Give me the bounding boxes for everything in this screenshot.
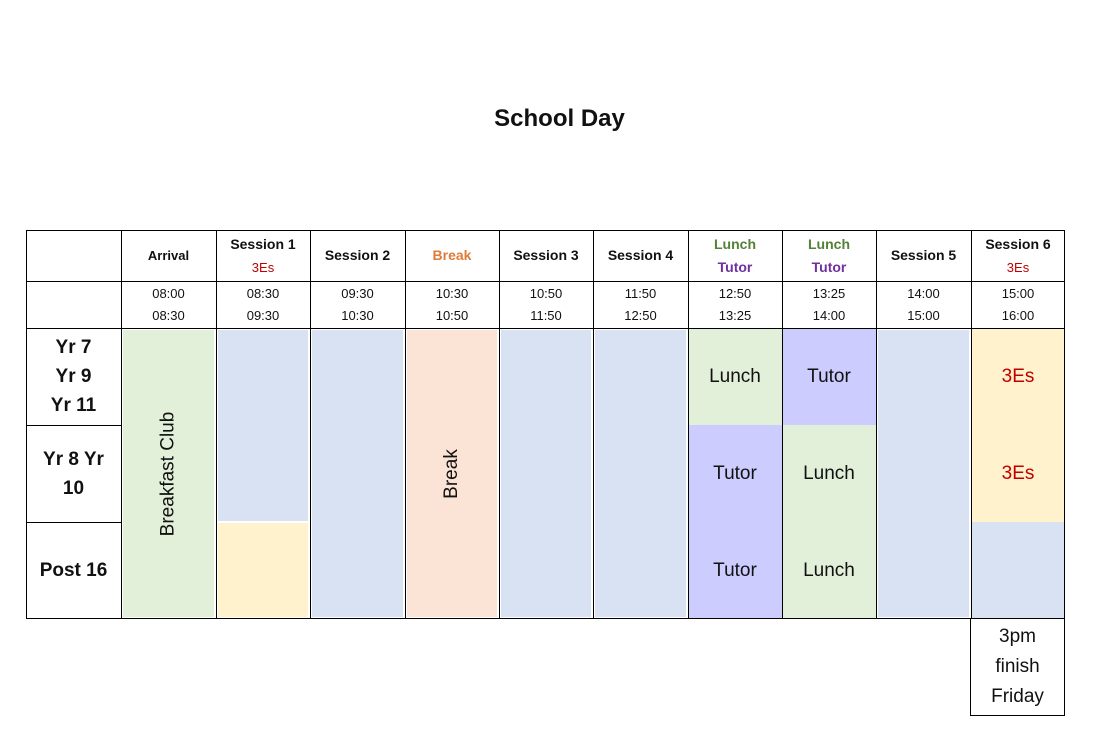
header-session-6-title: Session 6	[985, 235, 1051, 252]
time-end: 08:30	[152, 307, 185, 323]
breakfast-club-label: Breakfast Club	[157, 411, 179, 536]
friday-note-line: finish	[995, 655, 1040, 677]
time-end: 14:00	[812, 307, 846, 323]
time-session-4	[593, 281, 688, 328]
grid-line	[688, 230, 689, 619]
session-6-row1-cell: 3Es	[971, 329, 1065, 425]
break-label: Break	[440, 448, 462, 499]
time-end: 12:50	[624, 307, 657, 323]
time-start: 13:25	[812, 285, 846, 301]
grid-line	[26, 425, 121, 426]
grid-line	[593, 230, 594, 619]
row-label-post16	[26, 522, 121, 619]
grid-line	[310, 230, 311, 619]
header-lunch-1-title: Lunch	[714, 235, 756, 252]
lunch-1-row1-cell: Lunch	[688, 329, 782, 425]
session-1-post16-block	[218, 523, 308, 617]
time-start: 09:30	[341, 285, 374, 301]
time-start: 11:50	[624, 285, 657, 301]
grid-line	[26, 618, 1065, 619]
time-start: 10:30	[435, 285, 469, 301]
page-title: School Day	[494, 105, 625, 132]
header-session-6-sub: 3Es	[1006, 259, 1030, 275]
session-4-block	[595, 330, 686, 617]
header-lunch-2-sub: Tutor	[811, 258, 847, 275]
time-session-5	[876, 281, 971, 328]
header-lunch-2	[782, 230, 876, 281]
header-session-1	[216, 230, 310, 281]
time-break	[405, 281, 499, 328]
grid-line	[971, 230, 972, 619]
header-lunch-2-title: Lunch	[808, 235, 850, 252]
time-end: 13:25	[718, 307, 752, 323]
grid-line	[499, 230, 500, 619]
lunch-2-row2-cell: Lunch	[782, 425, 876, 522]
grid-line	[782, 230, 783, 619]
timetable	[26, 230, 1065, 619]
time-arrival	[121, 281, 216, 328]
time-end: 09:30	[246, 307, 280, 323]
time-end: 10:30	[341, 307, 374, 323]
session-2-block	[312, 330, 403, 617]
header-session-1-title: Session 1	[230, 235, 296, 252]
time-session-6	[971, 281, 1065, 328]
time-end: 15:00	[907, 307, 940, 323]
time-start: 15:00	[1001, 285, 1035, 301]
row-label-line: Post 16	[39, 560, 108, 581]
grid-line	[26, 522, 121, 523]
row-label-line: Yr 7	[55, 337, 92, 358]
time-start: 10:50	[529, 285, 563, 301]
lunch-2-row1-cell: Tutor	[782, 329, 876, 425]
session-3-block	[501, 330, 591, 617]
row-label-line: Yr 9	[55, 366, 92, 387]
header-lunch-1	[688, 230, 782, 281]
header-session-1-sub: 3Es	[251, 259, 275, 275]
grid-line	[26, 328, 1065, 329]
friday-note-line: 3pm	[999, 625, 1036, 647]
grid-line	[26, 230, 1065, 231]
session-1-block	[218, 330, 308, 521]
header-lunch-1-sub: Tutor	[717, 258, 753, 275]
time-lunch-2	[782, 281, 876, 328]
header-session-2: Session 2	[324, 247, 391, 263]
grid-line	[876, 230, 877, 619]
time-start: 14:00	[907, 285, 940, 301]
grid-line	[26, 281, 1065, 282]
row-label-yr7-9-11	[26, 328, 121, 425]
breakfast-club-block	[123, 330, 214, 617]
header-break: Break	[432, 247, 472, 263]
grid-line	[405, 230, 406, 619]
header-session-4: Session 4	[607, 247, 674, 263]
grid-line	[121, 230, 122, 619]
time-session-3	[499, 281, 593, 328]
header-arrival: Arrival	[147, 248, 190, 263]
grid-line	[216, 230, 217, 619]
friday-finish-note	[970, 618, 1065, 716]
time-start: 12:50	[718, 285, 752, 301]
time-session-2	[310, 281, 405, 328]
lunch-1-row2-cell: Tutor	[688, 425, 782, 522]
time-start: 08:30	[246, 285, 280, 301]
break-block	[407, 330, 497, 617]
row-label-line: Yr 8 Yr	[43, 448, 104, 470]
row-label-line: 10	[62, 477, 85, 499]
header-session-3: Session 3	[513, 247, 579, 263]
time-session-1	[216, 281, 310, 328]
lunch-1-row3-cell: Tutor	[688, 522, 782, 619]
time-start: 08:00	[152, 285, 185, 301]
row-label-yr8-10	[26, 425, 121, 522]
time-end: 16:00	[1001, 307, 1035, 323]
grid-line	[26, 230, 27, 619]
session-5-block	[878, 330, 969, 617]
session-6-row3-cell	[971, 522, 1065, 619]
friday-note-line: Friday	[991, 685, 1044, 707]
time-end: 10:50	[435, 307, 469, 323]
row-label-line: Yr 11	[50, 395, 97, 416]
session-6-row2-cell: 3Es	[971, 425, 1065, 522]
time-lunch-1	[688, 281, 782, 328]
header-session-5: Session 5	[890, 247, 957, 263]
grid-line	[1064, 230, 1065, 619]
lunch-2-row3-cell: Lunch	[782, 522, 876, 619]
header-session-6	[971, 230, 1065, 281]
time-end: 11:50	[530, 307, 562, 323]
